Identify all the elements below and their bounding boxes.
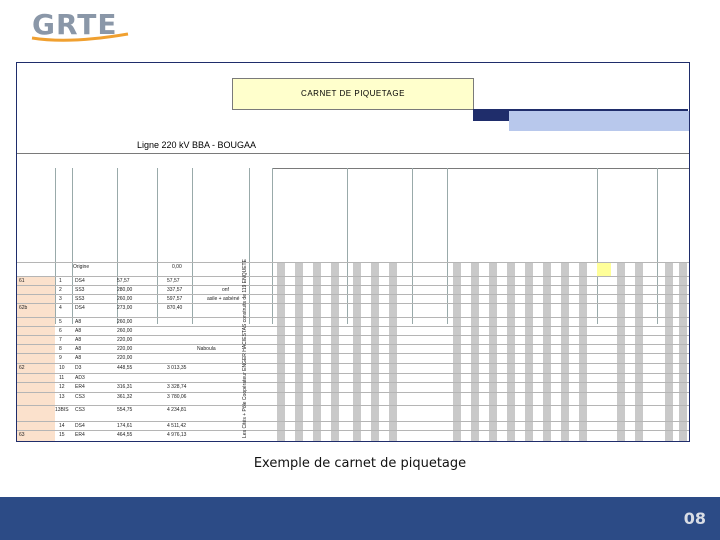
row-cumul: 4 234,81 [167, 407, 187, 413]
row-canton: 62b [19, 305, 28, 311]
row-number: 11 [59, 375, 65, 381]
row-type: ER4 [75, 384, 85, 390]
row-number: 6 [59, 328, 62, 334]
row-portee: 464,55 [117, 432, 133, 438]
row-type: SS3 [75, 287, 85, 293]
row-cumul: 3 013,35 [167, 365, 187, 371]
row-cumul: 57,57 [167, 278, 180, 284]
logo-text: GRTE [32, 8, 118, 41]
row-number: 1 [59, 278, 62, 284]
row-number: 7 [59, 337, 62, 343]
row-type: AD3 [75, 375, 85, 381]
table-row [17, 405, 689, 415]
row-type: CS3 [75, 394, 85, 400]
row-portee: 260,00 [117, 328, 133, 334]
table-row [17, 430, 689, 440]
row-note: Naboula [197, 346, 216, 352]
piquetage-sheet [16, 62, 690, 442]
header-divider [17, 153, 689, 154]
table-row [17, 382, 689, 392]
row-portee: 220,00 [117, 337, 133, 343]
row-number: 15 [59, 432, 65, 438]
row-portee: 57,57 [117, 278, 130, 284]
row-type: A8 [75, 346, 82, 352]
row-note: asile + asbéné [207, 296, 240, 302]
row-number: 8 [59, 346, 62, 352]
table-row [17, 353, 689, 363]
row-type: CS3 [75, 407, 85, 413]
row-canton: 63 [19, 432, 25, 438]
row-cumul: 3 328,74 [167, 384, 187, 390]
row-number: 14 [59, 423, 65, 429]
footer-bar [0, 497, 720, 540]
row-number: 13BIS [55, 407, 69, 413]
row-portee: 174,61 [117, 423, 133, 429]
table-row [17, 392, 689, 402]
row-canton: 62 [19, 365, 25, 371]
row-portee: 220,00 [117, 355, 133, 361]
origin-value: 0,00 [172, 264, 182, 270]
row-type: A8 [75, 319, 82, 325]
accent-block [509, 111, 689, 131]
row-portee: 220,00 [117, 346, 133, 352]
row-type: A8 [75, 328, 82, 334]
figure-caption: Exemple de carnet de piquetage [253, 456, 467, 471]
vertical-note: Les Cités + Pôle Coopérateur ENGER HACIESTAS construits de 119 ENQUETE [242, 259, 248, 438]
row-cumul: 597,57 [167, 296, 183, 302]
row-cumul: 3 780,06 [167, 394, 187, 400]
row-portee: 260,00 [117, 296, 133, 302]
row-type: A8 [75, 355, 82, 361]
page-number: 08 [683, 509, 706, 528]
row-type: SS3 [75, 296, 85, 302]
row-number: 2 [59, 287, 62, 293]
row-cumul: 870,40 [167, 305, 183, 311]
row-number: 13 [59, 394, 65, 400]
row-portee: 273,00 [117, 305, 133, 311]
row-portee: 260,00 [117, 319, 133, 325]
row-cumul: 4 976,13 [167, 432, 187, 438]
header-divider-2 [272, 168, 689, 169]
sheet-title: CARNET DE PIQUETAGE [232, 78, 474, 110]
row-type: DS4 [75, 305, 85, 311]
row-number: 5 [59, 319, 62, 325]
row-portee: 316,31 [117, 384, 133, 390]
origin-row [17, 262, 689, 272]
row-portee: 361,32 [117, 394, 133, 400]
row-number: 9 [59, 355, 62, 361]
table-row [17, 363, 689, 373]
row-canton: 61 [19, 278, 25, 284]
row-type: A8 [75, 337, 82, 343]
row-portee: 554,75 [117, 407, 133, 413]
row-type: DS4 [75, 423, 85, 429]
row-portee: 448,55 [117, 365, 133, 371]
row-cumul: 337,57 [167, 287, 183, 293]
row-note: onf [222, 287, 229, 293]
row-number: 4 [59, 305, 62, 311]
row-type: D3 [75, 365, 82, 371]
origin-label: Origine [73, 264, 90, 270]
row-portee: 280,00 [117, 287, 133, 293]
line-label: Ligne 220 kV BBA - BOUGAA [137, 140, 257, 150]
row-type: DS4 [75, 278, 85, 284]
row-number: 12 [59, 384, 65, 390]
row-number: 10 [59, 365, 65, 371]
row-number: 3 [59, 296, 62, 302]
table-row [17, 303, 689, 313]
row-type: ER4 [75, 432, 85, 438]
row-cumul: 4 511,42 [167, 423, 187, 429]
